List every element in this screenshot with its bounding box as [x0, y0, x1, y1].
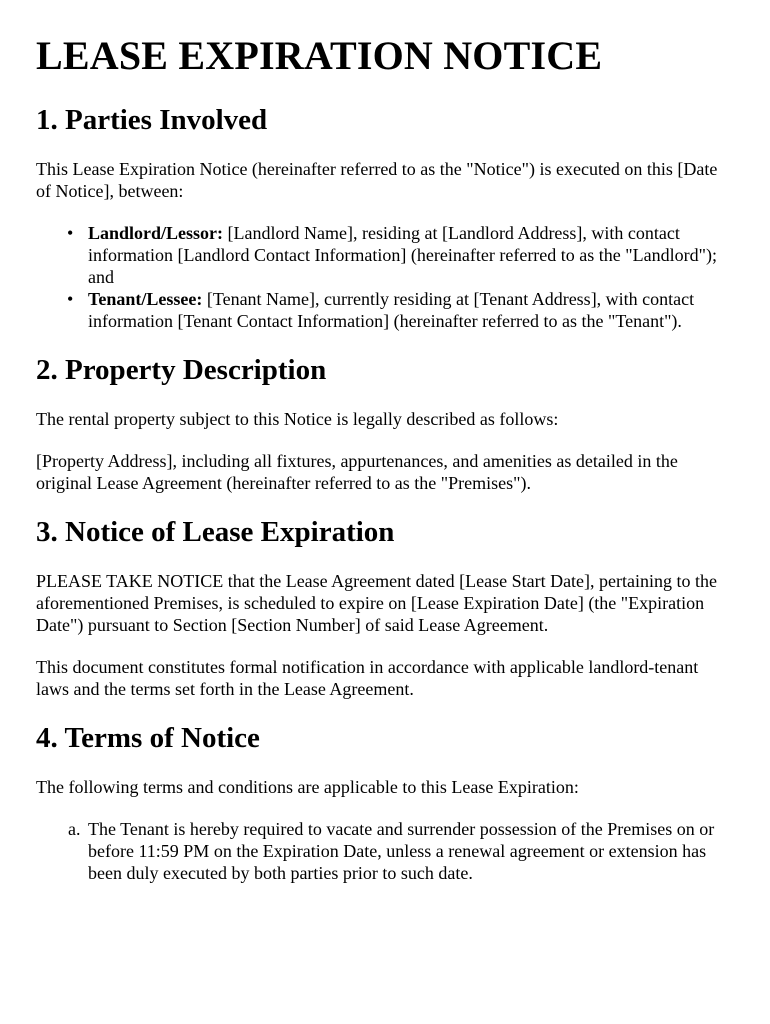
- party-text: [Landlord Name], residing at [Landlord Address], with contact information [Landlord Contact Information] (hereinafter referred to as the "Landlord"); and: [88, 223, 717, 287]
- terms-list: [36, 818, 734, 884]
- list-item-landlord: [67, 222, 734, 288]
- bullet-icon: •: [67, 223, 74, 243]
- paragraph: [Property Address], including all fixtures, appurtenances, and amenities as detailed in the original Lease Agreement (hereinafter referred to as the "Premises").: [36, 451, 678, 493]
- party-label: Landlord/Lessor:: [88, 223, 224, 243]
- section-intro: This Lease Expiration Notice (hereinafter referred to as the "Notice") is executed on this [Date of Notice], between:: [36, 159, 718, 201]
- section-terms-of-notice: [36, 720, 734, 884]
- paragraph: The rental property subject to this Notice is legally described as follows:: [36, 409, 559, 429]
- section-intro: The following terms and conditions are applicable to this Lease Expiration:: [36, 777, 579, 797]
- list-marker: a.: [68, 819, 81, 839]
- section-heading: 3. Notice of Lease Expiration: [36, 516, 395, 548]
- party-text: [Tenant Name], currently residing at [Tenant Address], with contact information [Tenant Contact Information] (hereinafter referred to as the "Tenant").: [88, 289, 695, 331]
- list-item-term-a: [68, 818, 734, 884]
- section-property-description: [36, 352, 734, 494]
- section-heading: 1. Parties Involved: [36, 104, 268, 136]
- section-notice-of-lease-expiration: [36, 514, 734, 700]
- bullet-icon: •: [67, 289, 74, 309]
- term-text: The Tenant is hereby required to vacate and surrender possession of the Premises on or before 11:59 PM on the Expiration Date, unless a renewal agreement or extension has been duly executed by both parties prior to such date.: [88, 819, 715, 883]
- document-title: LEASE EXPIRATION NOTICE: [36, 33, 603, 78]
- section-parties-involved: [36, 102, 734, 332]
- paragraph: PLEASE TAKE NOTICE that the Lease Agreement dated [Lease Start Date], pertaining to the aforementioned Premises, is scheduled to expire on [Lease Expiration Date] (the "Expiration Date") pursuant to Section [Section Number] of said Lease Agreement.: [36, 571, 718, 635]
- parties-list: [36, 222, 734, 332]
- paragraph: This document constitutes formal notification in accordance with applicable landlord-tenant laws and the terms set forth in the Lease Agreement.: [36, 657, 699, 699]
- section-heading: 4. Terms of Notice: [36, 722, 260, 754]
- party-label: Tenant/Lessee:: [88, 289, 203, 309]
- list-item-tenant: [67, 288, 734, 332]
- section-heading: 2. Property Description: [36, 354, 327, 386]
